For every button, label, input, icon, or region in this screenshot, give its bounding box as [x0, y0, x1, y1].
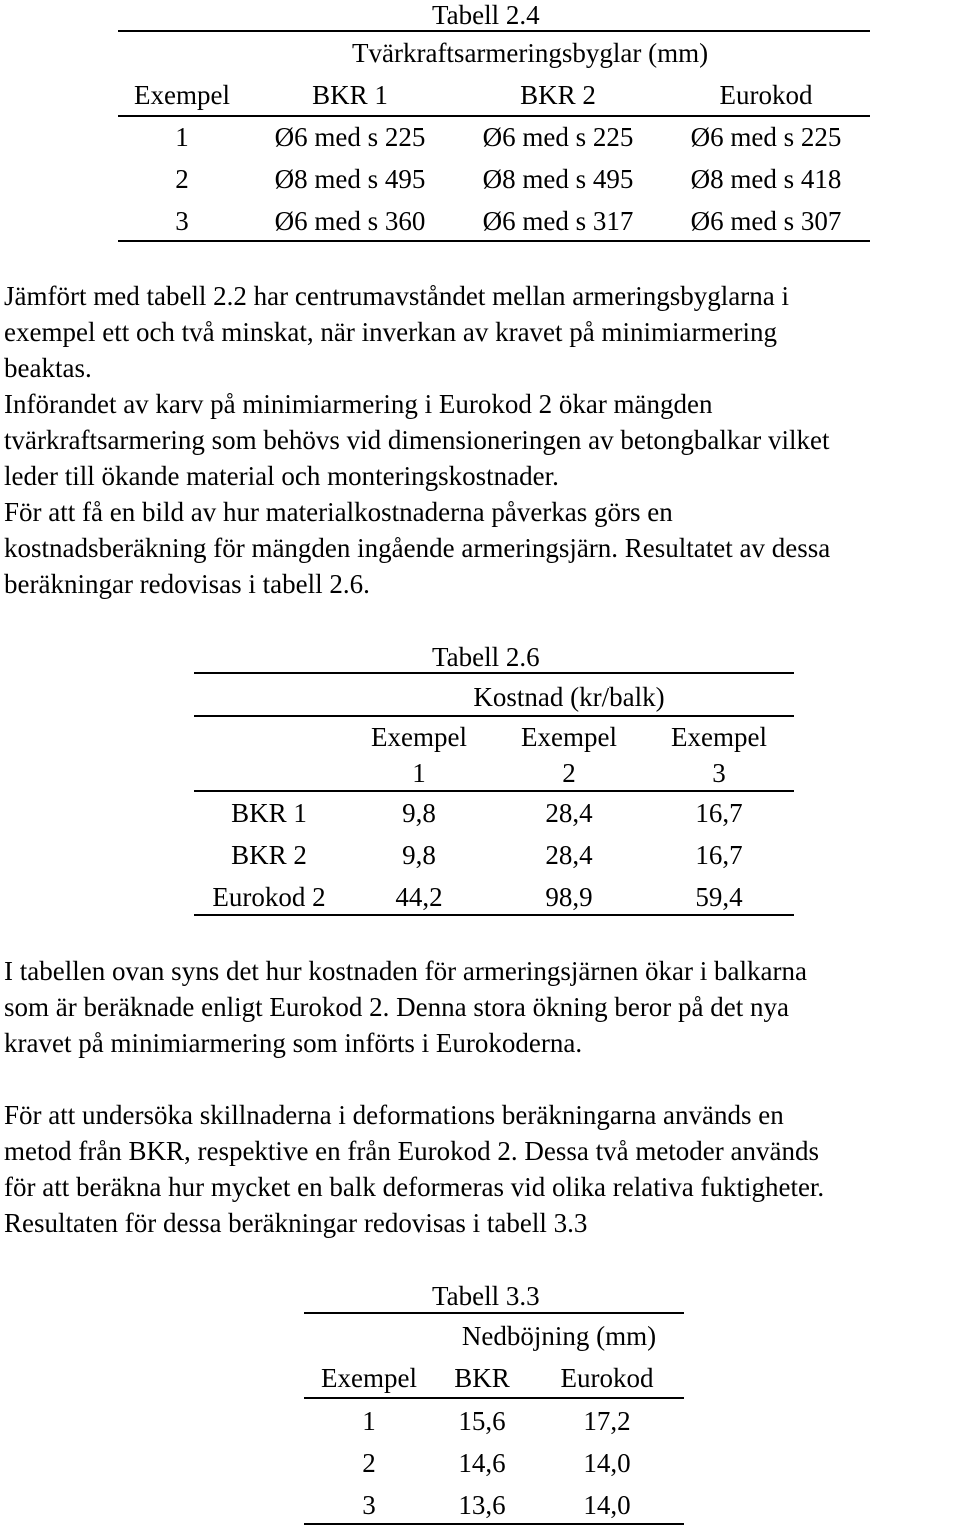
text-line: För att få en bild av hur materialkostnaderna påverkas görs en — [4, 497, 673, 527]
table-cell: Ø8 med s 495 — [482, 164, 634, 194]
table-cell: 28,4 — [545, 840, 593, 870]
table-cell: 16,7 — [695, 840, 743, 870]
table-cell: Ø8 med s 418 — [690, 164, 842, 194]
text-line: beaktas. — [4, 353, 92, 383]
table-3-3-col-header: BKR — [454, 1363, 510, 1393]
paragraph-1 — [4, 278, 830, 602]
table-2-4-top-rule — [118, 30, 870, 32]
table-3-3-header-rule — [304, 1397, 684, 1399]
paragraph-3 — [4, 1097, 824, 1241]
table-cell: 14,0 — [583, 1448, 631, 1478]
table-cell: 98,9 — [545, 882, 593, 912]
table-cell: Ø6 med s 225 — [690, 122, 842, 152]
table-cell: 1 — [175, 122, 189, 152]
text-line: för att beräkna hur mycket en balk deformeras vid olika relativa fuktigheter. — [4, 1172, 825, 1202]
table-cell: Eurokod 2 — [212, 882, 326, 912]
table-cell: 14,0 — [583, 1490, 631, 1520]
table-cell: 2 — [362, 1448, 376, 1478]
table-cell: Ø6 med s 307 — [690, 206, 842, 236]
table-cell: 3 — [175, 206, 189, 236]
table-2-4-col-header: Eurokod — [719, 80, 813, 110]
table-cell: 3 — [362, 1490, 376, 1520]
table-cell: Ø6 med s 317 — [482, 206, 634, 236]
text-line: Införandet av karv på minimiarmering i Eurokod 2 ökar mängden — [4, 389, 713, 419]
table-2-6-group-rule — [194, 715, 794, 717]
table-cell: Ø8 med s 495 — [274, 164, 426, 194]
text-line: tvärkraftsarmering som behövs vid dimensioneringen av betongbalkar vilket — [4, 425, 830, 455]
table-3-3-group-header: Nedböjning (mm) — [461, 1321, 657, 1351]
text-line: exempel ett och två minskat, när inverkan av kravet på minimiarmering — [4, 317, 777, 347]
table-cell: 14,6 — [458, 1448, 506, 1478]
table-2-6-col-header: 1 — [412, 758, 426, 788]
table-2-4-bottom-rule — [118, 240, 870, 242]
text-line: leder till ökande material och monteringskostnader. — [4, 461, 559, 491]
table-cell: 1 — [362, 1406, 376, 1436]
text-line: beräkningar redovisas i tabell 2.6. — [4, 569, 370, 599]
table-2-4-caption: Tabell 2.4 — [432, 0, 540, 30]
table-3-3-col-header: Exempel — [321, 1363, 417, 1393]
table-cell: 59,4 — [695, 882, 743, 912]
table-2-4-col-header: Exempel — [134, 80, 230, 110]
table-3-3-caption: Tabell 3.3 — [432, 1281, 540, 1311]
table-cell: 2 — [175, 164, 189, 194]
text-line: kostnadsberäkning för mängden ingående armeringsjärn. Resultatet av dessa — [4, 533, 831, 563]
text-line: För att undersöka skillnaderna i deformations beräkningarna används en — [4, 1100, 784, 1130]
text-line: Jämfört med tabell 2.2 har centrumavståndet mellan armeringsbyglarna i — [4, 281, 789, 311]
paragraph-2 — [4, 953, 807, 1061]
table-3-3-bottom-rule — [304, 1523, 684, 1525]
table-2-6-col-header: Exempel — [371, 722, 467, 752]
table-cell: 44,2 — [395, 882, 443, 912]
table-cell: 15,6 — [458, 1406, 506, 1436]
table-2-4-header-rule — [118, 115, 870, 117]
table-cell: 16,7 — [695, 798, 743, 828]
text-line: metod från BKR, respektive en från Eurokod 2. Dessa två metoder används — [4, 1136, 820, 1166]
table-2-6-top-rule — [194, 672, 794, 674]
table-2-6-group-header: Kostnad (kr/balk) — [473, 682, 665, 712]
table-cell: BKR 2 — [231, 840, 307, 870]
table-2-6-col-header: 3 — [712, 758, 726, 788]
table-2-6-header-rule — [194, 790, 794, 792]
text-line: som är beräknade enligt Eurokod 2. Denna stora ökning beror på det nya — [4, 992, 790, 1022]
table-2-6-col-header: 2 — [562, 758, 576, 788]
table-2-6-col-header: Exempel — [521, 722, 617, 752]
text-line: Resultaten för dessa beräkningar redovisas i tabell 3.3 — [4, 1208, 588, 1238]
table-2-4-col-header: BKR 1 — [312, 80, 388, 110]
table-2-6-col-header: Exempel — [671, 722, 767, 752]
table-cell: Ø6 med s 225 — [274, 122, 426, 152]
table-2-6-caption: Tabell 2.6 — [432, 642, 540, 672]
table-cell: 13,6 — [458, 1490, 506, 1520]
table-cell: 9,8 — [402, 840, 436, 870]
table-2-4-group-header: Tvärkraftsarmeringsbyglar (mm) — [352, 38, 709, 68]
table-cell: 9,8 — [402, 798, 436, 828]
text-line: I tabellen ovan syns det hur kostnaden för armeringsjärnen ökar i balkarna — [4, 956, 807, 986]
table-3-3-col-header: Eurokod — [560, 1363, 654, 1393]
table-cell: Ø6 med s 225 — [482, 122, 634, 152]
table-2-4-col-header: BKR 2 — [520, 80, 596, 110]
table-cell: Ø6 med s 360 — [274, 206, 426, 236]
table-cell: 17,2 — [583, 1406, 631, 1436]
text-line: kravet på minimiarmering som införts i Eurokoderna. — [4, 1028, 583, 1058]
table-cell: 28,4 — [545, 798, 593, 828]
table-cell: BKR 1 — [231, 798, 307, 828]
table-3-3-top-rule — [304, 1312, 684, 1314]
table-2-6-bottom-rule — [194, 914, 794, 916]
